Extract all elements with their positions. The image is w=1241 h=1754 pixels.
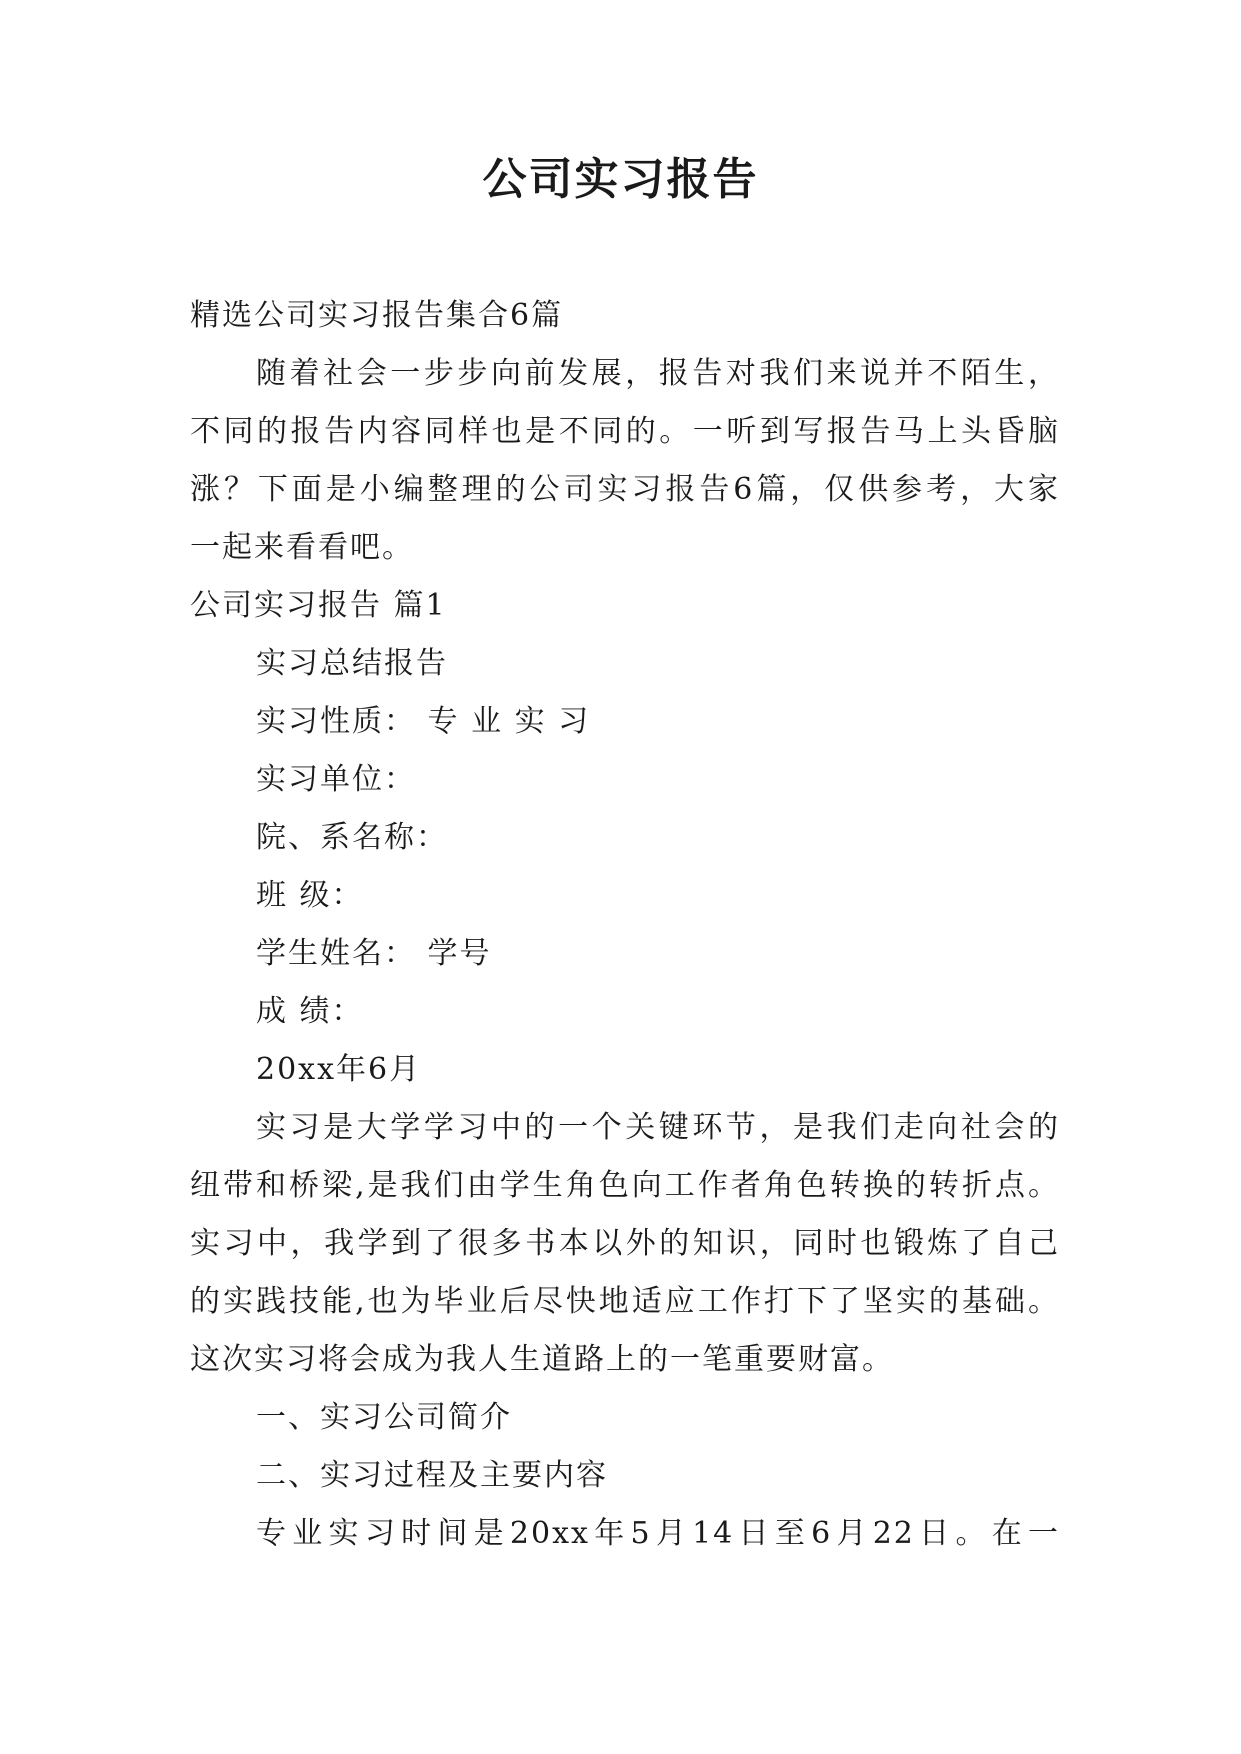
- body-paragraph-line-2: 纽带和桥梁,是我们由学生角色向工作者角色转换的转折点。: [190, 1168, 1060, 1203]
- field-class: 班 级：: [256, 878, 364, 913]
- intro-paragraph-line-1: 随着社会一步步向前发展，报告对我们来说并不陌生，: [256, 356, 1060, 391]
- field-nature: 实习性质： 专 业 实 习: [256, 704, 591, 739]
- field-grade: 成 绩：: [256, 994, 364, 1029]
- field-unit: 实习单位：: [256, 762, 416, 797]
- intro-paragraph-line-3: 涨？下面是小编整理的公司实习报告6篇，仅供参考，大家: [190, 472, 1060, 507]
- report-cover-title: 实习总结报告: [256, 646, 448, 681]
- intro-paragraph-line-4: 一起来看看吧。: [190, 530, 414, 565]
- intro-paragraph-line-2: 不同的报告内容同样也是不同的。一听到写报告马上头昏脑: [190, 414, 1060, 449]
- body-paragraph-line-4: 的实践技能,也为毕业后尽快地适应工作打下了坚实的基础。: [190, 1284, 1060, 1319]
- body-paragraph-line-3: 实习中，我学到了很多书本以外的知识，同时也锻炼了自己: [190, 1226, 1060, 1261]
- report-date: 20xx年6月: [256, 1052, 422, 1087]
- intro-heading: 精选公司实习报告集合6篇: [190, 298, 564, 333]
- field-student-name: 学生姓名： 学号: [256, 936, 492, 971]
- section-heading-1: 公司实习报告 篇1: [190, 588, 447, 623]
- body-paragraph-line-5: 这次实习将会成为我人生道路上的一笔重要财富。: [190, 1342, 894, 1377]
- body-paragraph-2-line-1: 专业实习时间是20xx年5月14日至6月22日。在一: [256, 1516, 1060, 1551]
- field-department: 院、系名称：: [256, 820, 448, 855]
- document-title: 公司实习报告: [482, 154, 759, 205]
- subsection-heading-2: 二、实习过程及主要内容: [256, 1458, 608, 1493]
- body-paragraph-line-1: 实习是大学学习中的一个关键环节，是我们走向社会的: [256, 1110, 1060, 1145]
- subsection-heading-1: 一、实习公司简介: [256, 1400, 512, 1435]
